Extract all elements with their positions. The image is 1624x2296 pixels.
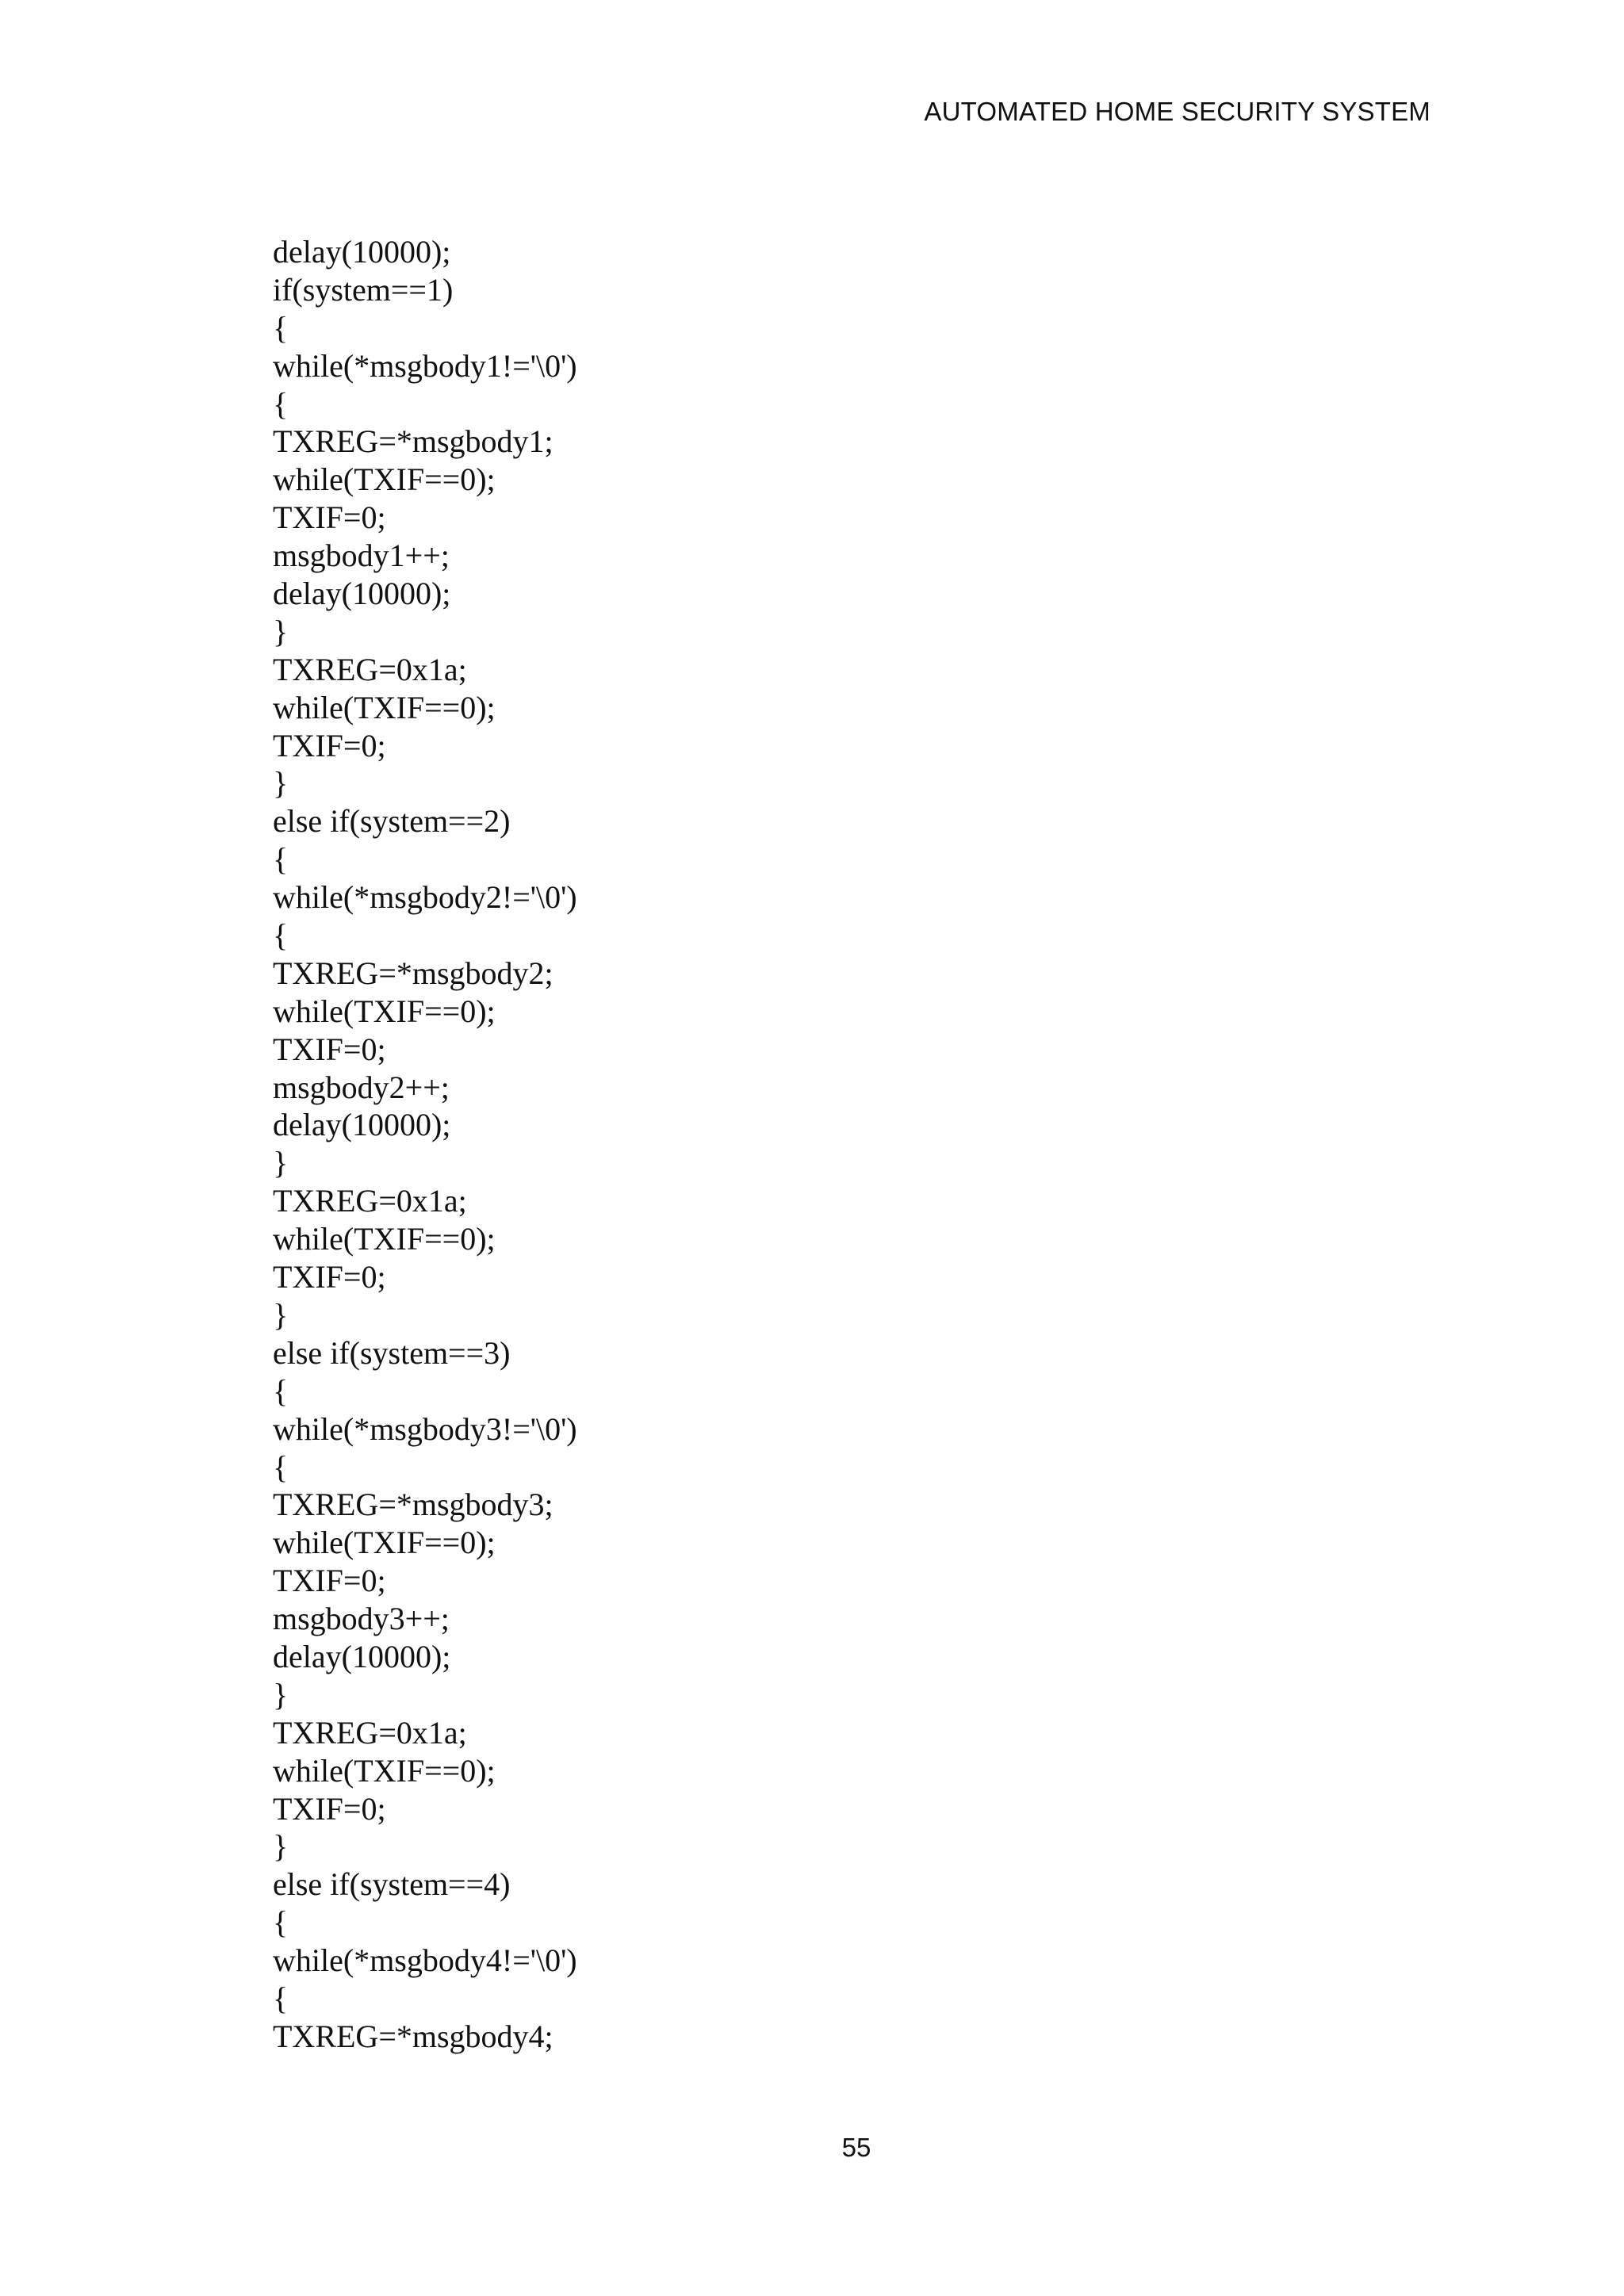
code-line: TXREG=*msgbody3; — [273, 1487, 553, 1523]
code-line: TXREG=0x1a; — [273, 651, 467, 687]
code-line: } — [273, 613, 289, 649]
code-line: } — [273, 765, 289, 802]
code-line: delay(10000); — [273, 576, 451, 612]
code-line: while(TXIF==0); — [273, 1525, 496, 1561]
code-line: msgbody3++; — [273, 1601, 450, 1637]
code-line: TXREG=0x1a; — [273, 1183, 467, 1219]
code-line: } — [273, 1145, 289, 1181]
code-line: msgbody1++; — [273, 538, 450, 574]
code-line: TXREG=*msgbody1; — [273, 423, 553, 460]
code-line: { — [273, 917, 289, 954]
code-line: } — [273, 1296, 289, 1333]
code-line: else if(system==2) — [273, 803, 511, 840]
code-line: { — [273, 1448, 289, 1485]
code-line: { — [273, 841, 289, 878]
code-line: while(*msgbody1!='\0') — [273, 347, 577, 384]
code-line: while(TXIF==0); — [273, 1221, 496, 1257]
code-line: else if(system==3) — [273, 1334, 511, 1371]
code-line: while(*msgbody4!='\0') — [273, 1942, 577, 1979]
code-line: TXREG=*msgbody2; — [273, 955, 553, 991]
code-line: TXREG=0x1a; — [273, 1714, 467, 1751]
code-line: delay(10000); — [273, 1107, 451, 1143]
code-line: { — [273, 1980, 289, 2016]
code-line: delay(10000); — [273, 1638, 451, 1674]
code-line: while(TXIF==0); — [273, 993, 496, 1029]
code-listing — [273, 233, 577, 2056]
code-line: TXIF=0; — [273, 1790, 386, 1827]
code-line: if(system==1) — [273, 271, 454, 308]
code-line: { — [273, 309, 289, 346]
code-line: TXIF=0; — [273, 499, 386, 536]
code-line: { — [273, 1372, 289, 1409]
code-line: msgbody2++; — [273, 1069, 450, 1105]
code-line: while(TXIF==0); — [273, 461, 496, 498]
code-line: { — [273, 385, 289, 422]
code-line: while(TXIF==0); — [273, 689, 496, 725]
code-line: } — [273, 1676, 289, 1712]
code-line: TXIF=0; — [273, 1031, 386, 1067]
code-line: TXREG=*msgbody4; — [273, 2018, 553, 2054]
page-number: 55 — [841, 2133, 871, 2162]
code-line: TXIF=0; — [273, 1563, 386, 1599]
code-line: while(TXIF==0); — [273, 1752, 496, 1789]
code-line: TXIF=0; — [273, 1259, 386, 1295]
code-line: while(*msgbody3!='\0') — [273, 1410, 577, 1447]
running-header: AUTOMATED HOME SECURITY SYSTEM — [924, 97, 1431, 126]
code-line: TXIF=0; — [273, 727, 386, 763]
code-line: while(*msgbody2!='\0') — [273, 879, 577, 916]
code-line: else if(system==4) — [273, 1866, 511, 1903]
code-line: delay(10000); — [273, 234, 451, 270]
code-line: } — [273, 1828, 289, 1865]
code-line: { — [273, 1904, 289, 1941]
